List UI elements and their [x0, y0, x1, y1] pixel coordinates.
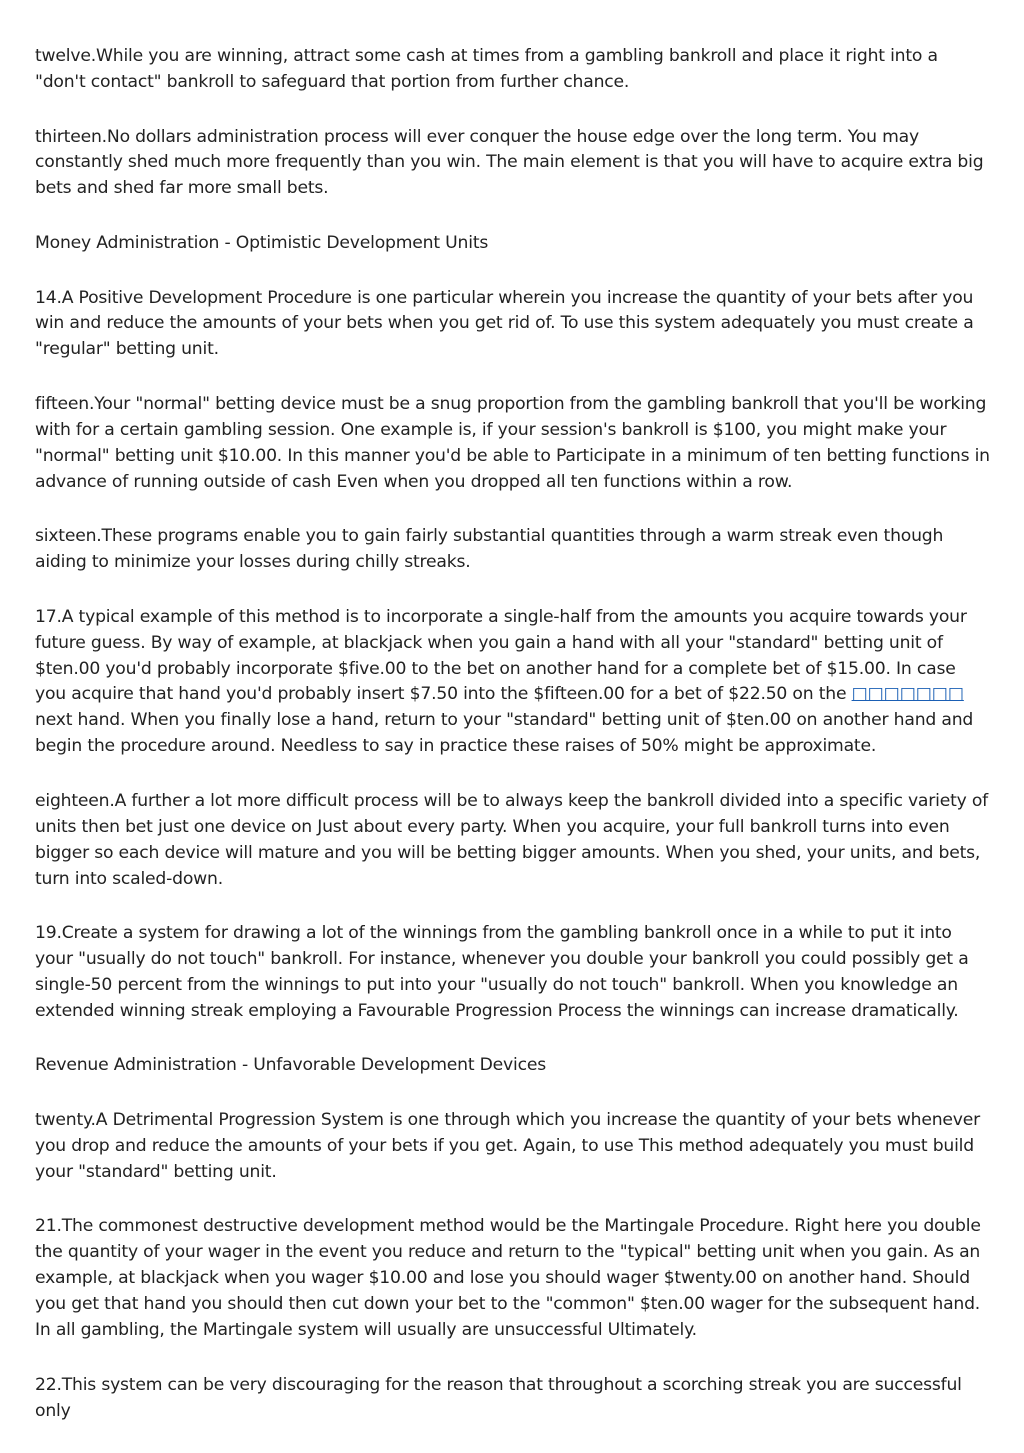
paragraph-19 — [35, 921, 990, 1025]
paragraph-13 — [35, 125, 990, 203]
paragraph-18 — [35, 789, 990, 893]
paragraph-17 — [35, 605, 990, 760]
paragraph-22 — [35, 1373, 990, 1425]
paragraph-text: The commonest destructive development method would be the Martingale Procedure. Right here you double the quantity of your wager in the event you reduce and return to the "typical" betting unit when you gain. As an example, at blackjack when you wager $10.00 and lose you should wager $twenty.00 on another hand. Should you get that hand you should then cut down your bet to the "common" $ten.00 wager for the subsequent hand. In all gambling, the Martingale system will usually are unsuccessful Ultimately. — [35, 1216, 981, 1341]
paragraph-number: twelve. — [35, 46, 96, 66]
paragraph-14 — [35, 286, 990, 364]
paragraph-number: fifteen. — [35, 393, 95, 414]
paragraph-number: 17. — [35, 606, 62, 627]
section-heading-unfavorable: Revenue Administration - Unfavorable Development Devices — [35, 1055, 546, 1076]
paragraph-text: No dollars administration process will ever conquer the house edge over the long term. You may constantly shed much more frequently than you win. The main element is that you will have to acquire extra big bets and shed far more small bets. — [35, 126, 984, 199]
paragraph-number: twenty. — [35, 1110, 96, 1131]
paragraph-text: Create a system for drawing a lot of the winnings from the gambling bankroll once in a while to put it into your "usually do not touch" bankroll. For instance, whenever you double your bankroll you could possibly get a single-50 percent from the winnings to put into your "usually do not touch" bankroll. When you knowledge an extended winning streak employing a Favourable Progression Process the winnings can increase dramatically. — [35, 923, 969, 1021]
paragraph-text: A Detrimental Progression System is one through which you increase the quantity of your bets whenever you drop and reduce the amounts of your bets if you get. Again, to use This method adequately you must build your "standard" betting unit. — [35, 1110, 980, 1182]
paragraph-text: Your "normal" betting device must be a snug proportion from the gambling bankroll that you'll be working with for a certain gambling session. One example is, if your session's bankroll is $100, you might make your "normal" betting unit $10.00. In this manner you'd be able to Participate in a minimum of ten betting functions in advance of running outside of cash Even when you dropped all ten functions within a row. — [35, 393, 990, 492]
paragraph-15 — [35, 392, 990, 496]
paragraph-number: 14. — [35, 287, 62, 308]
paragraph-text-after-link: next hand. When you finally lose a hand, return to your "standard" betting unit of $ten.00 on another hand and begin the procedure around. Needless to say in practice these raises of 50% might be approximate. — [35, 710, 974, 757]
paragraph-text: This system can be very discouraging for the reason that throughout a scorching streak you are successful only — [35, 1374, 962, 1421]
paragraph-number: 22. — [35, 1374, 62, 1395]
paragraph-12 — [35, 44, 990, 96]
section-heading-positive: Money Administration - Optimistic Development Units — [35, 232, 489, 253]
paragraph-text-before-link: A typical example of this method is to incorporate a single-half from the amounts you acquire towards your future guess. By way of example, at blackjack when you gain a hand with all your "standard" betting unit of $ten.00 you'd probably incorporate $five.00 to the bet on another hand for a complete bet of $15.00. In case you acquire that hand you'd probably insert $7.50 into the $fifteen.00 for a bet of $22.50 on the — [35, 606, 967, 705]
paragraph-number: eighteen. — [35, 790, 115, 811]
paragraph-text: These programs enable you to gain fairly substantial quantities through a warm streak even though aiding to minimize your losses during chilly streaks. — [35, 526, 944, 573]
paragraph-21 — [35, 1214, 990, 1344]
paragraph-number: sixteen. — [35, 526, 102, 547]
paragraph-number: 19. — [35, 923, 62, 944]
document-page — [35, 44, 990, 1453]
paragraph-number: 21. — [35, 1216, 62, 1237]
paragraph-16 — [35, 524, 990, 576]
paragraph-text: A Positive Development Procedure is one particular wherein you increase the quantity of your bets after you win and reduce the amounts of your bets when you get rid of. To use this system adequately you must create a "regular" betting unit. — [35, 287, 974, 360]
paragraph-number: thirteen. — [35, 126, 107, 147]
paragraph-20 — [35, 1108, 990, 1186]
inline-link[interactable]: □□□□□□□ — [851, 684, 964, 705]
paragraph-text: A further a lot more difficult process will be to always keep the bankroll divided into a specific variety of units then bet just one device on Just about every party. When you acquire, your full bankroll turns into even bigger so each device will mature and you will be betting bigger amounts. When you shed, your units, and bets, turn into scaled-down. — [35, 790, 989, 889]
paragraph-text: While you are winning, attract some cash at times from a gambling bankroll and place it right into a "don't contact" bankroll to safeguard that portion from further chance. — [35, 46, 938, 92]
